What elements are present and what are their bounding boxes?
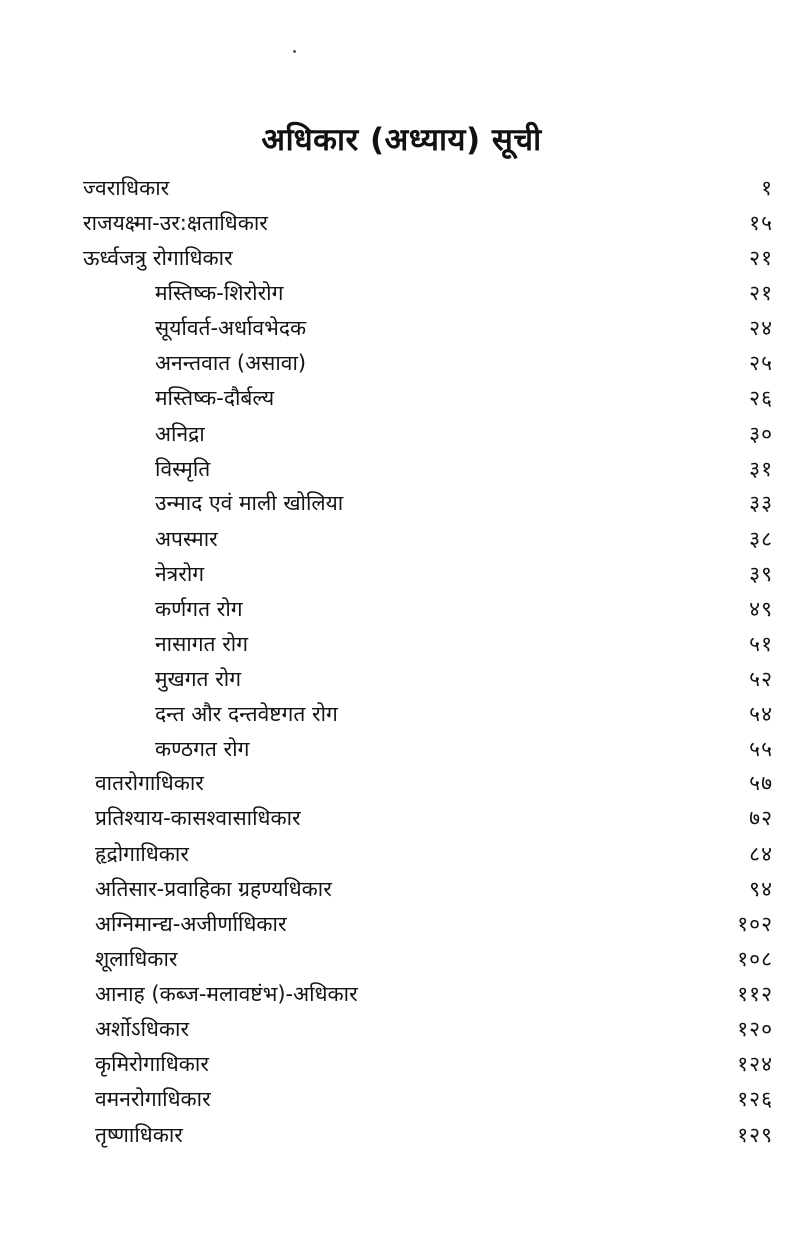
- toc-entry: [0, 486, 803, 520]
- toc-entry: [0, 452, 803, 486]
- toc-entry-page: ८४: [749, 842, 773, 866]
- toc-entry-page: १०२: [737, 912, 773, 936]
- toc-entry-page: ३३: [749, 491, 773, 515]
- page-title: अधिकार (अध्याय) सूची: [261, 122, 542, 158]
- toc-entry: [0, 766, 803, 800]
- toc-entry-label: कण्ठगत रोग: [155, 737, 250, 761]
- toc-entry-page: १०८: [737, 947, 773, 971]
- toc-entry: [0, 1118, 803, 1152]
- toc-entry-label: अनन्तवात (असावा): [155, 351, 307, 375]
- toc-entry-label: शूलाधिकार: [95, 947, 178, 971]
- toc-entry-page: १५: [749, 211, 773, 235]
- toc-entry: [0, 872, 803, 906]
- toc-entry-label: अनिद्रा: [155, 422, 205, 446]
- toc-entry-label: हृद्रोगाधिकार: [95, 842, 189, 866]
- toc-entry: [0, 311, 803, 345]
- toc-entry-page: ११२: [737, 982, 773, 1006]
- toc-entry-page: २५: [749, 351, 773, 375]
- toc-entry-page: १२०: [737, 1017, 773, 1041]
- toc-entry-page: २१: [749, 281, 773, 305]
- toc-entry: [0, 907, 803, 941]
- toc-entry: [0, 592, 803, 626]
- toc-entry: [0, 557, 803, 591]
- toc-entry-label: वातरोगाधिकार: [95, 771, 204, 795]
- toc-entry-label: मुखगत रोग: [155, 667, 242, 691]
- toc-entry-page: १२९: [737, 1123, 773, 1147]
- toc-entry: [0, 346, 803, 380]
- toc-entry-label: मस्तिष्क-दौर्बल्य: [155, 386, 275, 410]
- toc-entry: [0, 942, 803, 976]
- toc-entry-label: अतिसार-प्रवाहिका ग्रहण्यधिकार: [95, 877, 332, 901]
- toc-entry-page: २६: [749, 386, 773, 410]
- toc-entry: [0, 1012, 803, 1046]
- toc-entry-label: नासागत रोग: [155, 632, 249, 656]
- toc-entry: [0, 627, 803, 661]
- toc-entry-label: ऊर्ध्वजत्रु रोगाधिकार: [83, 246, 233, 270]
- toc-entry-page: ५२: [749, 667, 773, 691]
- toc-entry-label: ज्वराधिकार: [83, 176, 170, 200]
- toc-entry: [0, 241, 803, 275]
- toc-entry: [0, 206, 803, 240]
- toc-entry: [0, 171, 803, 205]
- toc-entry-label: वमनरोगाधिकार: [95, 1087, 211, 1111]
- toc-entry-page: १: [761, 176, 773, 200]
- toc-entry-page: २१: [749, 246, 773, 270]
- toc-entry-page: ४९: [749, 597, 773, 621]
- toc-entry-page: ७२: [749, 806, 773, 830]
- toc-entry-page: ५५: [749, 737, 773, 761]
- toc-entry-label: प्रतिश्याय-कासश्वासाधिकार: [95, 806, 301, 830]
- toc-entry-page: २४: [749, 316, 773, 340]
- toc-entry: [0, 837, 803, 871]
- toc-entry: [0, 801, 803, 835]
- toc-entry-page: ३८: [749, 527, 773, 551]
- toc-entry: [0, 1047, 803, 1081]
- toc-entry-label: सूर्यावर्त-अर्धावभेदक: [155, 316, 307, 340]
- toc-entry-page: १२४: [737, 1052, 773, 1076]
- toc-entry-page: ३१: [749, 457, 773, 481]
- toc-entry-label: दन्त और दन्तवेष्टगत रोग: [155, 702, 338, 726]
- toc-entry: [0, 697, 803, 731]
- toc-entry-page: ३९: [749, 562, 773, 586]
- toc-entry-page: १२६: [737, 1087, 773, 1111]
- toc-entry-label: अपस्मार: [155, 527, 218, 551]
- toc-entry-label: कर्णगत रोग: [155, 597, 243, 621]
- toc-entry-label: अर्शोऽधिकार: [95, 1017, 190, 1041]
- toc-entry-label: राजयक्ष्मा-उर:क्षताधिकार: [83, 211, 268, 235]
- toc-entry-label: अग्निमान्द्य-अजीर्णाधिकार: [95, 912, 287, 936]
- toc-entry-label: मस्तिष्क-शिरोरोग: [155, 281, 284, 305]
- toc-entry: [0, 977, 803, 1011]
- toc-entry: [0, 1082, 803, 1116]
- toc-entry-label: कृमिरोगाधिकार: [95, 1052, 209, 1076]
- toc-entry: [0, 732, 803, 766]
- toc-entry-label: उन्माद एवं माली खोलिया: [155, 491, 344, 515]
- toc-entry: [0, 522, 803, 556]
- toc-entry-label: तृष्णाधिकार: [95, 1123, 183, 1147]
- toc-entry-page: ९४: [749, 877, 773, 901]
- toc-entry: [0, 276, 803, 310]
- toc-entry-label: विस्मृति: [155, 457, 211, 481]
- toc-entry-label: आनाह (कब्ज-मलावष्टंभ)-अधिकार: [95, 982, 358, 1006]
- toc-entry: [0, 662, 803, 696]
- toc-entry: [0, 417, 803, 451]
- toc-entry-label: नेत्ररोग: [155, 562, 205, 586]
- toc-entry-page: ५४: [749, 702, 773, 726]
- toc-entry-page: ५७: [749, 771, 773, 795]
- toc-entry: [0, 381, 803, 415]
- toc-entry-page: ५१: [749, 632, 773, 656]
- toc-entry-page: ३०: [749, 422, 773, 446]
